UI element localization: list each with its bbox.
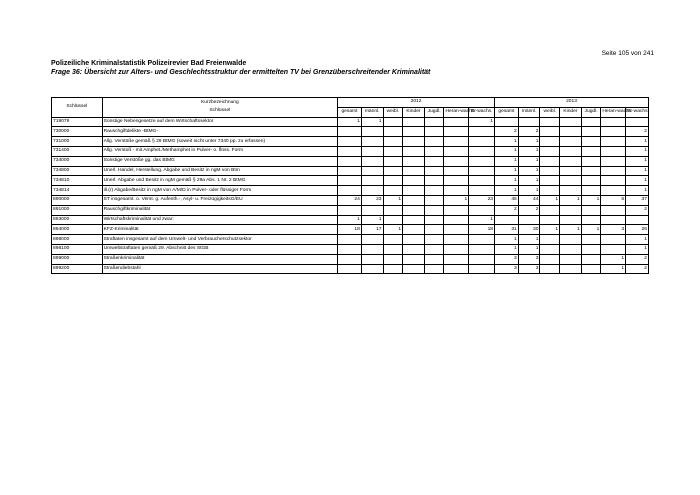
row-key: 734814 [52,186,103,196]
value-cell [424,166,444,176]
value-cell: 45 [495,195,519,205]
value-cell: 30 [518,225,540,235]
value-cell: 1 [626,235,649,245]
row-key: 893000 [52,215,103,225]
value-cell [540,127,560,137]
value-cell: 2 [518,127,540,137]
value-cell [469,186,495,196]
value-cell [403,156,425,166]
value-cell [540,117,560,127]
value-cell [403,146,425,156]
row-key: 894000 [52,225,103,235]
value-cell [601,244,626,254]
value-cell [469,156,495,166]
value-cell [626,117,649,127]
subheader-2013-2: weibl. [540,107,560,117]
value-cell: 1 [518,156,540,166]
value-cell [581,254,601,264]
value-cell [383,146,403,156]
value-cell [361,127,383,137]
value-cell [403,176,425,186]
value-cell [383,264,403,274]
value-cell [581,244,601,254]
value-cell [424,186,444,196]
value-cell [518,117,540,127]
value-cell [444,225,469,235]
value-cell: 1 [383,195,403,205]
value-cell [424,137,444,147]
column-header-description [102,98,337,118]
value-cell: 1 [540,195,560,205]
value-cell [361,176,383,186]
value-cell [403,117,425,127]
value-cell: 1 [626,137,649,147]
row-description: ill.(r) Abgabe/Besitz in ngM von A/M/D in Pulver- oder flüssiger Form [102,186,337,196]
value-cell [444,146,469,156]
value-cell [403,244,425,254]
row-description: ST insgesamt. o. Verst. g. Aufenth.-, Asyl- u. FreizügigkeitsG/EU [102,195,337,205]
value-cell [383,176,403,186]
value-cell [383,235,403,245]
row-key: 734000 [52,156,103,166]
value-cell [601,156,626,166]
value-cell [403,235,425,245]
value-cell [361,264,383,274]
value-cell [383,117,403,127]
value-cell: 3 [495,264,519,274]
value-cell: 1 [518,235,540,245]
table-row [52,176,649,186]
table-row [52,215,649,225]
row-key: 730000 [52,127,103,137]
value-cell [424,117,444,127]
value-cell [424,264,444,274]
row-description: Sonstige Verstöße gg. das BtMG [102,156,337,166]
value-cell [540,205,560,215]
value-cell [383,156,403,166]
value-cell: 1 [444,195,469,205]
subheader-2012-6: Er-wachs. [469,107,495,117]
value-cell [469,205,495,215]
table-row [52,186,649,196]
value-cell [601,137,626,147]
statistics-table [51,97,649,274]
value-cell [581,186,601,196]
value-cell [469,254,495,264]
value-cell: 1 [626,176,649,186]
value-cell [444,176,469,186]
value-cell [338,146,362,156]
value-cell [469,235,495,245]
value-cell [581,127,601,137]
value-cell [403,205,425,215]
value-cell [361,244,383,254]
value-cell [581,176,601,186]
value-cell [424,244,444,254]
value-cell [518,215,540,225]
value-cell: 2 [626,127,649,137]
value-cell [540,166,560,176]
value-cell: 1 [626,166,649,176]
value-cell [560,244,582,254]
value-cell [424,254,444,264]
value-cell [403,186,425,196]
value-cell: 1 [518,176,540,186]
value-cell [540,244,560,254]
row-key: 899200 [52,264,103,274]
value-cell [383,186,403,196]
value-cell [540,264,560,274]
value-cell [540,254,560,264]
value-cell: 23 [469,195,495,205]
value-cell [601,127,626,137]
value-cell [361,156,383,166]
value-cell: 1 [495,176,519,186]
column-header-description-line1: Kurzbezeichnung [200,100,239,106]
row-description: Straßendiebstahl [102,264,337,274]
value-cell [560,254,582,264]
value-cell [469,146,495,156]
value-cell [338,254,362,264]
value-cell [383,215,403,225]
row-key: 731400 [52,146,103,156]
value-cell: 1 [601,264,626,274]
value-cell: 1 [495,137,519,147]
document-subtitle: Frage 36: Übersicht zur Alters- und Geschlechtsstruktur der ermittelten TV bei Grenzüberschreitender Kriminalität [51,69,431,76]
value-cell: 44 [518,195,540,205]
row-description: Rauschgiftkriminalität [102,205,337,215]
value-cell [383,205,403,215]
value-cell [469,166,495,176]
value-cell [469,137,495,147]
value-cell [581,166,601,176]
row-description: Unerl. Abgabe und Besitz in ngM gemäß § 29a Abs. 1 Nr. 2 BtMG [102,176,337,186]
value-cell [424,215,444,225]
value-cell [601,117,626,127]
subheader-2012-5: Heran-wachs. [444,107,469,117]
value-cell [444,127,469,137]
subheader-2012-4: Jugdl. [424,107,444,117]
value-cell [444,186,469,196]
table-row [52,156,649,166]
value-cell [560,117,582,127]
value-cell [383,137,403,147]
value-cell [444,117,469,127]
value-cell [338,235,362,245]
value-cell [444,205,469,215]
row-key: 731000 [52,137,103,147]
value-cell [495,117,519,127]
value-cell: 1 [518,186,540,196]
row-description: Unerl. Handel, Herstellung, Abgabe und Besitz in ngM von Btm [102,166,337,176]
table-row [52,254,649,264]
table-row [52,235,649,245]
row-key: 898100 [52,244,103,254]
value-cell: 3 [518,264,540,274]
row-key: 891000 [52,205,103,215]
value-cell: 1 [495,186,519,196]
value-cell [383,244,403,254]
value-cell: 1 [518,137,540,147]
value-cell [444,166,469,176]
value-cell [424,146,444,156]
value-cell [626,215,649,225]
value-cell [560,264,582,274]
row-key: 890000 [52,195,103,205]
value-cell: 2 [626,264,649,274]
value-cell [469,176,495,186]
value-cell [601,186,626,196]
row-key: 899000 [52,254,103,264]
value-cell: 1 [560,195,582,205]
value-cell [601,215,626,225]
value-cell: 1 [518,244,540,254]
row-description: Wirtschaftskriminalität und zwar: [102,215,337,225]
value-cell [540,215,560,225]
value-cell [338,205,362,215]
value-cell: 31 [495,225,519,235]
value-cell [601,235,626,245]
value-cell: 1 [518,166,540,176]
subheader-2013-4: Jugdl. [581,107,601,117]
table-row [52,244,649,254]
subheader-2012-3: Kinder [403,107,425,117]
value-cell: 1 [495,166,519,176]
value-cell [338,264,362,274]
value-cell [444,215,469,225]
value-cell [444,137,469,147]
value-cell: 1 [540,225,560,235]
value-cell [469,127,495,137]
value-cell [581,205,601,215]
value-cell [560,146,582,156]
value-cell [581,215,601,225]
value-cell [424,235,444,245]
value-cell [403,264,425,274]
value-cell [338,186,362,196]
table-row [52,146,649,156]
value-cell: 1 [469,215,495,225]
value-cell [444,156,469,166]
value-cell [444,235,469,245]
table-row [52,225,649,235]
value-cell [338,166,362,176]
value-cell: 1 [601,254,626,264]
value-cell: 1 [495,235,519,245]
row-description: KFZ-Kriminalität [102,225,337,235]
row-key: 734800 [52,166,103,176]
value-cell: 1 [626,186,649,196]
value-cell [581,117,601,127]
subheader-2013-6: Er-wachs. [626,107,649,117]
row-key: 898000 [52,235,103,245]
value-cell: 1 [361,117,383,127]
page-number: Seite 105 von 241 [601,50,654,57]
value-cell: 26 [626,225,649,235]
value-cell [338,176,362,186]
value-cell: 2 [626,205,649,215]
value-cell: 1 [626,146,649,156]
value-cell [601,176,626,186]
value-cell: 1 [581,225,601,235]
value-cell: 1 [581,195,601,205]
value-cell [361,186,383,196]
value-cell: 23 [361,195,383,205]
value-cell: 1 [518,146,540,156]
table-row [52,205,649,215]
subheader-2013-0: gesamt [495,107,519,117]
value-cell [424,127,444,137]
value-cell [560,205,582,215]
value-cell [560,176,582,186]
year-header-2012: 2012 [338,98,495,108]
value-cell [361,254,383,264]
value-cell [540,176,560,186]
value-cell [560,215,582,225]
value-cell [424,195,444,205]
value-cell [581,235,601,245]
value-cell [361,137,383,147]
value-cell [581,264,601,274]
value-cell [560,186,582,196]
value-cell [383,254,403,264]
column-header-description-line2: Schlüssel [209,108,231,114]
value-cell: 1 [361,215,383,225]
subheader-2013-3: Kinder [560,107,582,117]
value-cell [560,166,582,176]
value-cell: 17 [361,225,383,235]
value-cell: 2 [495,127,519,137]
value-cell [424,176,444,186]
value-cell: 2 [626,254,649,264]
value-cell: 1 [383,225,403,235]
value-cell [383,127,403,137]
value-cell: 2 [518,205,540,215]
value-cell [424,205,444,215]
row-description: Umweltstraftaten gemäß 29. Abschnitt des StGB [102,244,337,254]
value-cell [403,137,425,147]
value-cell: 1 [626,156,649,166]
value-cell [361,146,383,156]
value-cell [444,254,469,264]
row-description: Sonstige Nebengesetze auf dem Wirtschaftssektor [102,117,337,127]
row-description: Straßenkriminalität [102,254,337,264]
table-row [52,166,649,176]
table-row [52,264,649,274]
table-row [52,137,649,147]
value-cell: 37 [626,195,649,205]
value-cell [540,137,560,147]
value-cell [444,264,469,274]
row-description: Rauschgiftdelikte -BtMG- [102,127,337,137]
value-cell [338,137,362,147]
value-cell [361,205,383,215]
value-cell [424,225,444,235]
row-description: Allg. Verstöße gemäß § 29 BtMG (soweit nicht unter 7340 pp. zu erfassen) [102,137,337,147]
value-cell [361,235,383,245]
value-cell: 1 [495,156,519,166]
value-cell [560,137,582,147]
document-title: Polizeiliche Kriminalstatistik Polizeirevier Bad Freienwalde [51,60,247,67]
value-cell: 3 [495,254,519,264]
value-cell: 3 [601,225,626,235]
value-cell: 18 [338,225,362,235]
value-cell [403,195,425,205]
value-cell [601,205,626,215]
row-key: 719079 [52,117,103,127]
value-cell: 1 [495,244,519,254]
value-cell [540,156,560,166]
value-cell: 1 [495,146,519,156]
subheader-2012-0: gesamt [338,107,362,117]
value-cell [338,244,362,254]
value-cell [338,156,362,166]
value-cell: 2 [495,205,519,215]
value-cell: 24 [338,195,362,205]
value-cell [338,127,362,137]
value-cell: 18 [469,225,495,235]
value-cell [444,244,469,254]
table-row [52,117,649,127]
row-description: Straftaten insgesamt auf dem Umwelt- und Verbraucherschutzsektor [102,235,337,245]
value-cell [601,166,626,176]
subheader-2013-5: Heran-wachs. [601,107,626,117]
value-cell: 1 [626,244,649,254]
value-cell [403,166,425,176]
value-cell [581,137,601,147]
value-cell: 1 [338,117,362,127]
row-key: 734810 [52,176,103,186]
value-cell [495,215,519,225]
value-cell [361,166,383,176]
value-cell [560,127,582,137]
value-cell [403,215,425,225]
value-cell [601,146,626,156]
row-description: Allg. Verstoß - mit Amphet./Methamphet in Pulver- o. flüss. Form [102,146,337,156]
value-cell [424,156,444,166]
value-cell: 1 [338,215,362,225]
year-header-2013: 2013 [495,98,649,108]
value-cell: 1 [469,117,495,127]
value-cell [581,156,601,166]
value-cell [403,225,425,235]
value-cell [403,127,425,137]
value-cell: 6 [601,195,626,205]
value-cell [581,146,601,156]
value-cell [469,264,495,274]
value-cell [469,244,495,254]
value-cell [383,166,403,176]
value-cell [403,254,425,264]
value-cell [540,146,560,156]
value-cell [560,235,582,245]
subheader-2012-2: weibl. [383,107,403,117]
value-cell [540,235,560,245]
subheader-2012-1: männl. [361,107,383,117]
value-cell: 3 [518,254,540,264]
subheader-2013-1: männl. [518,107,540,117]
value-cell: 1 [560,225,582,235]
table-row [52,195,649,205]
value-cell [540,186,560,196]
table-row [52,127,649,137]
value-cell [560,156,582,166]
column-header-key: Schlüssel [52,98,103,118]
